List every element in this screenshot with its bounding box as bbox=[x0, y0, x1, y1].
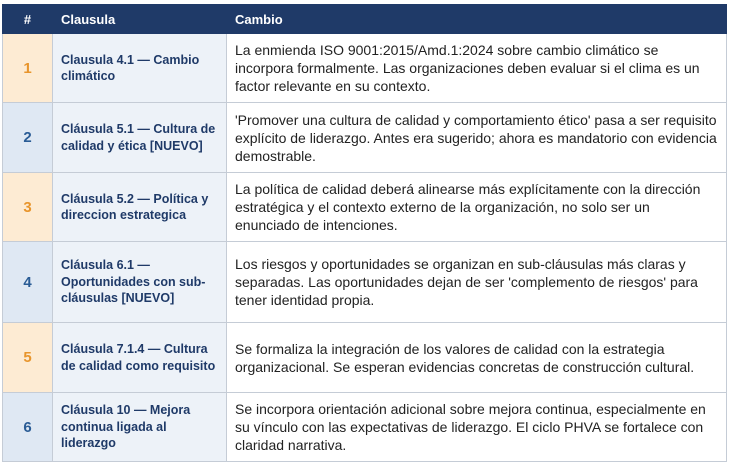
clause-cell: Cláusula 5.2 — Política y direccion estrategica bbox=[53, 173, 227, 242]
clause-cell: Cláusula 10 — Mejora continua ligada al liderazgo bbox=[53, 393, 227, 462]
header-number: # bbox=[3, 5, 53, 34]
table-row bbox=[3, 242, 727, 323]
table-row bbox=[3, 173, 727, 242]
table-row bbox=[3, 323, 727, 393]
row-number: 4 bbox=[3, 242, 53, 323]
table-row bbox=[3, 103, 727, 173]
changes-table-container bbox=[2, 4, 726, 462]
table-header bbox=[3, 5, 727, 34]
header-row bbox=[3, 5, 727, 34]
change-cell: 'Promover una cultura de calidad y comportamiento ético' pasa a ser requisito explícito de liderazgo. Antes era sugerido; ahora es mandatorio con evidencia demostrable. bbox=[227, 103, 727, 173]
row-number: 1 bbox=[3, 34, 53, 103]
row-number: 6 bbox=[3, 393, 53, 462]
clause-cell: Cláusula 7.1.4 — Cultura de calidad como requisito bbox=[53, 323, 227, 393]
table-row bbox=[3, 393, 727, 462]
row-number: 3 bbox=[3, 173, 53, 242]
clause-cell: Cláusula 5.1 — Cultura de calidad y ética [NUEVO] bbox=[53, 103, 227, 173]
clause-cell: Clausula 4.1 — Cambio climático bbox=[53, 34, 227, 103]
table-row bbox=[3, 34, 727, 103]
change-cell: Se incorpora orientación adicional sobre mejora continua, especialmente en su vínculo con las expectativas de liderazgo. El ciclo PHVA se fortalece con claridad narrativa. bbox=[227, 393, 727, 462]
change-cell: La política de calidad deberá alinearse más explícitamente con la dirección estratégica y el contexto externo de la organización, no solo ser un enunciado de intenciones. bbox=[227, 173, 727, 242]
change-cell: Los riesgos y oportunidades se organizan en sub-cláusulas más claras y separadas. Las oportunidades dejan de ser 'complemento de riesgos' para tener identidad propia. bbox=[227, 242, 727, 323]
table-body bbox=[3, 34, 727, 462]
header-clausula: Clausula bbox=[53, 5, 227, 34]
header-cambio: Cambio bbox=[227, 5, 727, 34]
row-number: 5 bbox=[3, 323, 53, 393]
change-cell: La enmienda ISO 9001:2015/Amd.1:2024 sobre cambio climático se incorpora formalmente. Las organizaciones deben evaluar si el clima es un factor relevante en su contexto. bbox=[227, 34, 727, 103]
clause-cell: Cláusula 6.1 — Oportunidades con sub-cláusulas [NUEVO] bbox=[53, 242, 227, 323]
row-number: 2 bbox=[3, 103, 53, 173]
change-cell: Se formaliza la integración de los valores de calidad con la estrategia organizacional. Se esperan evidencias concretas de construcción cultural. bbox=[227, 323, 727, 393]
changes-table bbox=[2, 4, 727, 462]
